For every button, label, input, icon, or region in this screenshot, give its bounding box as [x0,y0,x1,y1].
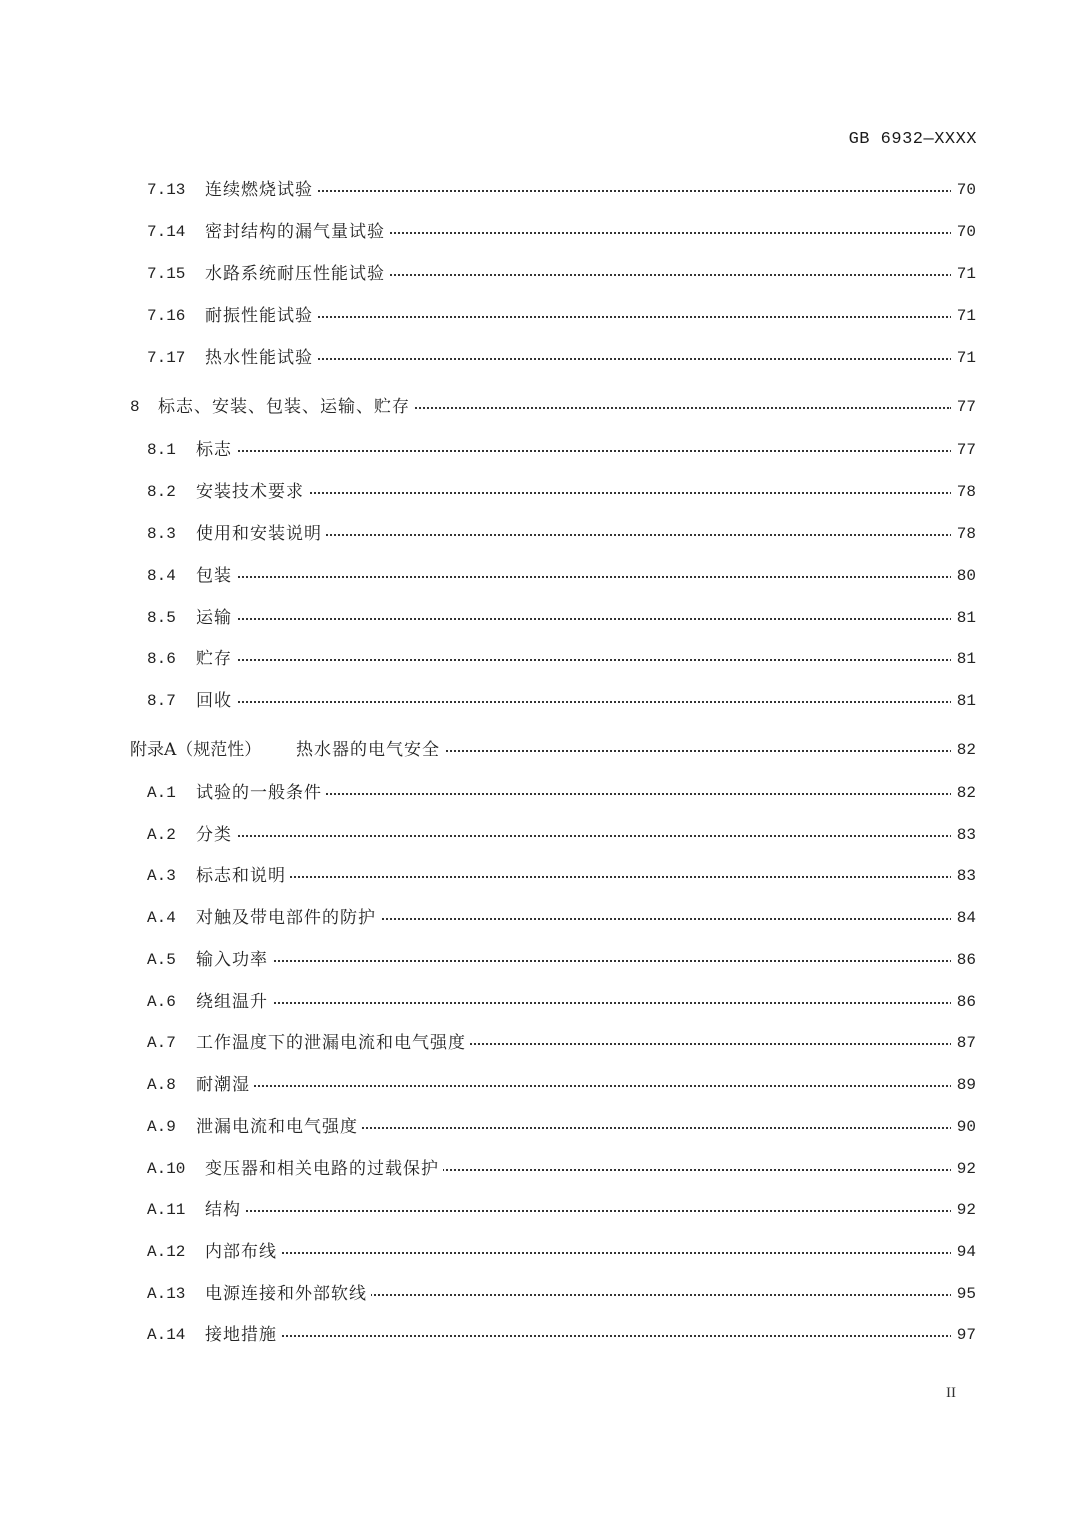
toc-entry-title: 绕组温升 [196,989,272,1015]
toc-entry-number: 8.3 [147,525,176,543]
toc-entry-title: 贮存 [196,646,236,672]
toc-entry-page: 78 [951,521,976,547]
toc-entry-title: 接地措施 [205,1322,281,1348]
toc-entry[interactable] [0,822,1080,848]
toc-entry-title: 分类 [196,822,236,848]
toc-entry[interactable] [0,479,1080,505]
toc-entry-page: 77 [951,437,976,463]
toc-entry-page: 78 [951,479,976,505]
toc-entry-number: 8.2 [147,483,176,501]
toc-entry[interactable] [0,345,1080,371]
toc-entry[interactable] [0,863,1080,889]
toc-entry-page: 84 [951,905,976,931]
toc-entry-number: 8.4 [147,567,176,585]
toc-entry[interactable] [0,780,1080,806]
toc-entry[interactable] [0,394,1080,420]
toc-entry-number: A.11 [147,1201,186,1219]
toc-dot-leader [206,1002,952,1004]
toc-entry[interactable] [0,1239,1080,1265]
toc-entry-page: 94 [951,1239,976,1265]
toc-entry-title: 电源连接和外部软线 [205,1281,371,1307]
toc-entry-page: 83 [951,863,976,889]
toc-entry[interactable] [0,947,1080,973]
toc-entry-title: 热水器的电气安全 [296,737,444,763]
toc-entry-page: 86 [951,989,976,1015]
toc-dot-leader [206,492,952,494]
toc-entry-number: 7.13 [147,181,186,199]
toc-entry-number: A.9 [147,1118,176,1136]
toc-entry-title: 水路系统耐压性能试验 [205,261,389,287]
toc-entry-page: 90 [951,1114,976,1140]
toc-entry-number: 7.16 [147,307,186,325]
toc-entry[interactable] [0,1322,1080,1348]
toc-entry-number: A.6 [147,993,176,1011]
toc-entry[interactable] [0,261,1080,287]
toc-entry-page: 71 [951,345,976,371]
toc-entry-title: 使用和安装说明 [196,521,326,547]
toc-entry-page: 81 [951,688,976,714]
toc-entry-title: 标志 [196,437,236,463]
toc-entry-page: 81 [951,605,976,631]
toc-dot-leader [215,358,952,360]
toc-entry-number: 7.17 [147,349,186,367]
toc-dot-leader [215,1210,952,1212]
toc-dot-leader [206,450,952,452]
toc-entry[interactable] [0,1030,1080,1056]
toc-entry-title: 耐潮湿 [196,1072,254,1098]
toc-entry-title: 回收 [196,688,236,714]
toc-entry-title: 标志和说明 [196,863,290,889]
toc-dot-leader [206,701,952,703]
toc-entry[interactable] [0,688,1080,714]
toc-entry-page: 83 [951,822,976,848]
toc-entry-page: 92 [951,1156,976,1182]
toc-entry-title: 泄漏电流和电气强度 [196,1114,362,1140]
toc-entry[interactable] [0,605,1080,631]
toc-entry-number: 8.6 [147,650,176,668]
toc-dot-leader [206,576,952,578]
toc-entry-number: A.8 [147,1076,176,1094]
toc-entry-number: 附录A（规范性） [130,740,262,760]
toc-entry-page: 92 [951,1197,976,1223]
toc-entry-number: A.7 [147,1034,176,1052]
toc-entry-number: 8 [130,398,140,416]
toc-dot-leader [206,960,952,962]
toc-entry-page: 80 [951,563,976,589]
toc-entry-number: 8.5 [147,609,176,627]
toc-entry-page: 89 [951,1072,976,1098]
toc-entry[interactable] [0,989,1080,1015]
toc-entry-title: 安装技术要求 [196,479,308,505]
toc-dot-leader [206,835,952,837]
toc-entry-number: A.14 [147,1326,186,1344]
toc-dot-leader [206,659,952,661]
toc-entry-page: 70 [951,177,976,203]
toc-entry-number: 8.1 [147,441,176,459]
toc-dot-leader [206,618,952,620]
toc-entry-number: A.1 [147,784,176,802]
toc-entry-title: 内部布线 [205,1239,281,1265]
document-code: GB 6932—XXXX [848,130,977,149]
toc-entry-number: A.5 [147,951,176,969]
toc-dot-leader [206,1085,952,1087]
toc-entry-page: 70 [951,219,976,245]
toc-dot-leader [215,1335,952,1337]
toc-entry-page: 82 [951,737,976,763]
toc-entry-title: 标志、安装、包装、运输、贮存 [158,394,414,420]
toc-entry-page: 71 [951,261,976,287]
toc-dot-leader [215,1252,952,1254]
toc-entry-title: 变压器和相关电路的过载保护 [205,1156,443,1182]
toc-entry[interactable] [0,737,1080,763]
toc-entry-page: 77 [951,394,976,420]
toc-entry-number: 7.15 [147,265,186,283]
toc-entry-page: 95 [951,1281,976,1307]
toc-entry-page: 82 [951,780,976,806]
toc-entry[interactable] [0,646,1080,672]
toc-entry-title: 密封结构的漏气量试验 [205,219,389,245]
toc-entry-title: 工作温度下的泄漏电流和电气强度 [196,1030,470,1056]
toc-entry-number: A.13 [147,1285,186,1303]
toc-entry-number: 8.7 [147,692,176,710]
toc-entry-number: A.4 [147,909,176,927]
toc-entry-page: 86 [951,947,976,973]
toc-entry[interactable] [0,437,1080,463]
toc-entry-title: 包装 [196,563,236,589]
toc-entry-page: 97 [951,1322,976,1348]
toc-entry[interactable] [0,177,1080,203]
toc-entry-title: 耐振性能试验 [205,303,317,329]
toc-entry[interactable] [0,563,1080,589]
toc-dot-leader [215,190,952,192]
toc-entry[interactable] [0,521,1080,547]
toc-entry-title: 热水性能试验 [205,345,317,371]
toc-entry-title: 输入功率 [196,947,272,973]
toc-dot-leader [206,876,952,878]
toc-entry[interactable] [0,303,1080,329]
toc-entry-number: A.12 [147,1243,186,1261]
toc-entry-title: 试验的一般条件 [196,780,326,806]
toc-entry-page: 71 [951,303,976,329]
toc-entry[interactable] [0,1197,1080,1223]
page-number: II [946,1385,956,1401]
toc-entry[interactable] [0,1156,1080,1182]
toc-entry[interactable] [0,1072,1080,1098]
toc-entry-number: 7.14 [147,223,186,241]
toc-entry-number: A.3 [147,867,176,885]
toc-entry-title: 连续燃烧试验 [205,177,317,203]
toc-entry-title: 结构 [205,1197,245,1223]
toc-entry-number: A.10 [147,1160,186,1178]
toc-entry[interactable] [0,905,1080,931]
toc-entry-number: A.2 [147,826,176,844]
toc-entry-page: 81 [951,646,976,672]
toc-dot-leader [215,316,952,318]
toc-entry-page: 87 [951,1030,976,1056]
toc-entry[interactable] [0,1281,1080,1307]
toc-entry-title: 运输 [196,605,236,631]
toc-entry[interactable] [0,1114,1080,1140]
toc-entry-title: 对触及带电部件的防护 [196,905,380,931]
toc-entry[interactable] [0,219,1080,245]
